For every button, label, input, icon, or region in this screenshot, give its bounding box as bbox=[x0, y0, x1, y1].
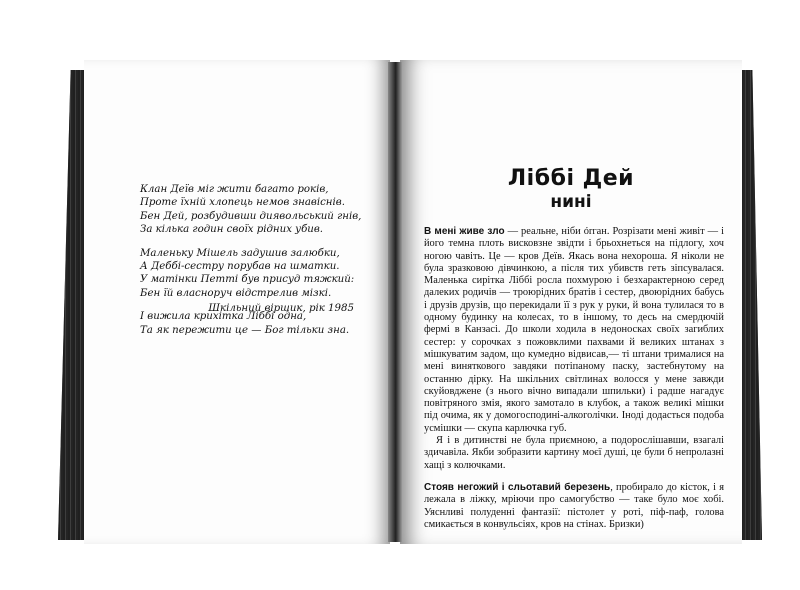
poem-stanza-3 bbox=[140, 310, 370, 337]
paragraph-3 bbox=[424, 482, 724, 531]
chapter-title: Ліббі Дей bbox=[507, 166, 635, 191]
chapter-subtitle: нині bbox=[550, 192, 592, 212]
poem-attribution: Шкільний віршик, рік 1985 bbox=[208, 303, 354, 314]
poem-line: А Деббі-сестру порубав на шматки. bbox=[140, 261, 340, 273]
paragraph-lead: Стояв негожий і сльотавий березень bbox=[424, 481, 611, 493]
poem-line: Та як пережити це — Бог тільки зна. bbox=[140, 324, 350, 336]
poem-stanza-2 bbox=[140, 247, 370, 301]
epigraph-poem bbox=[140, 183, 370, 347]
poem-line: У матінки Петті був присуд тяжкий: bbox=[140, 274, 355, 286]
poem-stanza-1 bbox=[140, 183, 370, 237]
paragraph-text: — реальне, ніби órган. Розрізати мені живіт — і його темна плоть висковзне звідти і брьохнеться на підлогу, хоч ногою чавіть. Це — кров Деїв. Якась вона нехороша. Я ніколи не була зразковою дівчинкою, а після тих убивств геть зіпсувалася. Маленька сирітка Ліббі росла похмурою і безхарактерною серед далеких родичів — троюрідних братів і сестер, двоюрідних бабусь і друзів друзів, що перекидали її з рук у руки, й вона тулилася то в одному будинку на колесах, то в іншому, то десь на смердючій фермі в Канзасі. До школи ходила в недоносках своїх загиблих сестер: у сорочках з пожовклими пахвами й великих штанах з мішкуватим задом, що кумедно відвисав,— ті штани трималися на мені виняткового завдяки потіпаному паску, застебнутому на останню дірку. На шкільних світлинах волосся у мене завжди скуйовджене (з нього вічно випадали шпильки) і радше нагадує повітряного змія, якого замотало в клубок, а також великі мішки під очима, як у домогосподині-алкоголічки. Іноді додасться подоба усмішки — скупа карлючка губ. bbox=[424, 226, 724, 434]
paragraph-2: Я і в дитинстві не була приємною, а подорослішавши, взагалі здичавіла. Якби зобразити картину моєї душі, це були б непролазні хащі з колючками. bbox=[424, 435, 724, 471]
paragraph-1 bbox=[424, 226, 724, 435]
paragraph-text: , пробирало до кісток, і я лежала в ліжку, мріючи про самогубство — таке було моє хобі. Уяснливі полуденні фантазії: пістолет у роті, піф-паф, голова смикається в конвульсіях, кров на стінах. Бризки) bbox=[424, 481, 724, 530]
poem-line: Бен їй власноруч відстрелив мізкі. bbox=[140, 287, 332, 299]
book-gutter bbox=[388, 62, 402, 542]
poem-line: Клан Деїв міг жити багато років, bbox=[140, 184, 329, 195]
chapter-body bbox=[424, 226, 724, 531]
poem-line: І вижила крихітка Ліббі одна, bbox=[140, 311, 307, 323]
poem-line: Маленьку Мішель задушив залюбки, bbox=[140, 247, 340, 259]
poem-line: За кілька годин своїх рідних убив. bbox=[140, 224, 324, 236]
poem-line: Проте їхній хлопець немов знавіснів. bbox=[140, 197, 345, 209]
paragraph-lead: В мені живе зло bbox=[424, 226, 505, 237]
poem-line: Бен Дей, розбудивши диявольський гнів, bbox=[140, 210, 362, 222]
